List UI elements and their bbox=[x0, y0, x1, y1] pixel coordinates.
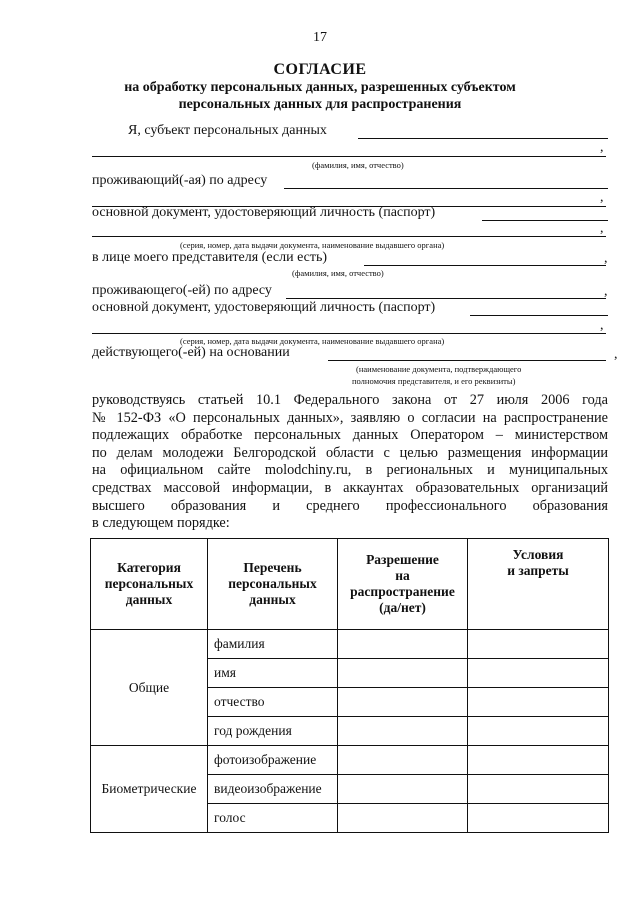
header-text: Разрешение bbox=[366, 552, 439, 567]
permission-cell[interactable] bbox=[338, 717, 468, 746]
caption-basis-line1: (наименование документа, подтверждающего bbox=[356, 364, 522, 374]
header-text: (да/нет) bbox=[379, 600, 426, 615]
conditions-cell[interactable] bbox=[468, 688, 609, 717]
header-text: персональных bbox=[104, 576, 194, 591]
paragraph-line: высшего образования и среднего профессионального образования bbox=[92, 497, 608, 514]
representative-label: в лице моего представителя (если есть) bbox=[92, 250, 328, 265]
subject-fio-field[interactable] bbox=[358, 138, 608, 139]
item-surname: фамилия bbox=[208, 630, 338, 659]
caption-doc: (серия, номер, дата выдачи документа, наименование выдавшего органа) bbox=[180, 240, 445, 250]
permission-cell[interactable] bbox=[338, 659, 468, 688]
header-text: персональных bbox=[228, 576, 317, 591]
main-doc-label: основной документ, удостоверяющий личность (паспорт) bbox=[92, 205, 436, 220]
item-voice: голос bbox=[208, 804, 338, 833]
item-patronymic: отчество bbox=[208, 688, 338, 717]
paragraph-line: по делам молодежи Белгородской области с целью размещения информации bbox=[92, 444, 608, 461]
category-general: Общие bbox=[91, 630, 208, 746]
acting-basis-field[interactable] bbox=[328, 360, 606, 361]
paragraph-line: руководствуясь статьей 10.1 Федерального закона от 27 июля 2006 года bbox=[92, 392, 608, 408]
header-text: данных bbox=[249, 592, 296, 607]
category-biometric: Биометрические bbox=[91, 746, 208, 833]
conditions-cell[interactable] bbox=[468, 659, 609, 688]
paragraph-line: подлежащих обработке персональных данных Оператором – министерством bbox=[92, 427, 608, 444]
subject-label: Я, субъект персональных данных bbox=[128, 123, 327, 138]
rep-doc-field-line2[interactable] bbox=[92, 333, 606, 334]
page-number: 17 bbox=[313, 30, 327, 45]
caption-basis-line2: полномочия представителя, и его реквизиты) bbox=[352, 376, 516, 386]
document-title: СОГЛАСИЕ bbox=[273, 61, 367, 78]
comma: , bbox=[600, 190, 604, 205]
document-subtitle-line2: персональных данных для распространения bbox=[178, 97, 462, 112]
rep-residing-label: проживающего(-ей) по адресу bbox=[92, 283, 272, 298]
main-doc-field[interactable] bbox=[482, 220, 608, 221]
header-text: данных bbox=[125, 592, 173, 607]
conditions-cell[interactable] bbox=[468, 804, 609, 833]
table-header-row bbox=[91, 539, 609, 630]
permission-cell[interactable] bbox=[338, 804, 468, 833]
header-conditions bbox=[468, 539, 609, 630]
item-photo: фотоизображение bbox=[208, 746, 338, 775]
rep-address-field[interactable] bbox=[286, 298, 606, 299]
caption-fio2: (фамилия, имя, отчество) bbox=[292, 268, 384, 278]
caption-fio: (фамилия, имя, отчество) bbox=[312, 160, 404, 170]
subject-fio-field-line2[interactable] bbox=[92, 156, 606, 157]
paragraph-line: в следующем порядке: bbox=[92, 515, 230, 532]
paragraph-line: средствах массовой информации, в аккаунтах образовательных организаций bbox=[92, 479, 608, 496]
table-row bbox=[91, 630, 609, 659]
rep-doc-label: основной документ, удостоверяющий личность (паспорт) bbox=[92, 300, 436, 315]
representative-field[interactable] bbox=[364, 265, 606, 266]
consent-paragraph bbox=[92, 392, 608, 533]
consent-table bbox=[90, 538, 609, 833]
comma: , bbox=[600, 140, 604, 155]
header-permission bbox=[338, 539, 468, 630]
conditions-cell[interactable] bbox=[468, 630, 609, 659]
permission-cell[interactable] bbox=[338, 775, 468, 804]
conditions-cell[interactable] bbox=[468, 746, 609, 775]
paragraph-line: № 152-ФЗ «О персональных данных», заявляю о согласии на распространение bbox=[92, 409, 608, 426]
header-list bbox=[208, 539, 338, 630]
comma: , bbox=[614, 347, 618, 362]
permission-cell[interactable] bbox=[338, 746, 468, 775]
permission-cell[interactable] bbox=[338, 688, 468, 717]
header-text: и запреты bbox=[507, 563, 569, 578]
rep-doc-field[interactable] bbox=[470, 315, 608, 316]
address-field[interactable] bbox=[284, 188, 608, 189]
header-text: Условия bbox=[512, 547, 564, 562]
header-text: на bbox=[395, 568, 410, 583]
header-text: Перечень bbox=[243, 560, 302, 575]
item-video: видеоизображение bbox=[208, 775, 338, 804]
acting-label: действующего(-ей) на основании bbox=[92, 345, 290, 360]
paragraph-line: на официальном сайте molodchiny.ru, в региональных и муниципальных bbox=[92, 462, 608, 479]
comma: , bbox=[604, 284, 608, 299]
comma: , bbox=[600, 318, 604, 333]
conditions-cell[interactable] bbox=[468, 775, 609, 804]
main-doc-field-line2[interactable] bbox=[92, 236, 606, 237]
caption-doc2: (серия, номер, дата выдачи документа, наименование выдавшего органа) bbox=[180, 336, 445, 346]
item-name: имя bbox=[208, 659, 338, 688]
conditions-cell[interactable] bbox=[468, 717, 609, 746]
permission-cell[interactable] bbox=[338, 630, 468, 659]
header-category bbox=[91, 539, 208, 630]
residing-label: проживающий(-ая) по адресу bbox=[92, 173, 268, 188]
comma: , bbox=[604, 251, 608, 266]
header-text: распространение bbox=[350, 584, 455, 599]
comma: , bbox=[600, 221, 604, 236]
table-row bbox=[91, 746, 609, 775]
document-subtitle-line1: на обработку персональных данных, разрешенных субъектом bbox=[124, 80, 516, 95]
item-birth-year: год рождения bbox=[208, 717, 338, 746]
header-text: Категория bbox=[117, 560, 181, 575]
